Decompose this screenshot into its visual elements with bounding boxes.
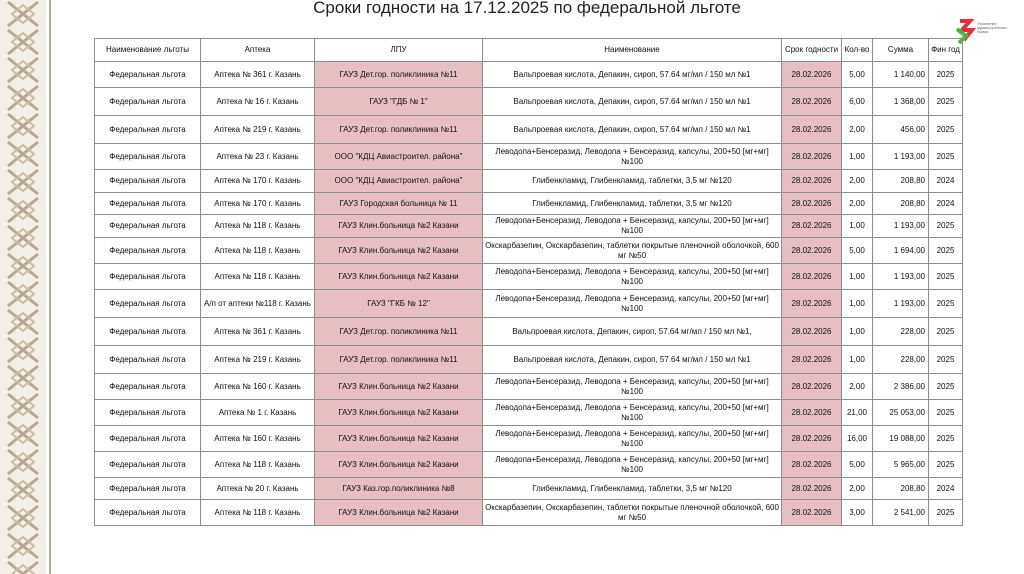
table-row [95, 215, 963, 238]
table-row [95, 426, 963, 452]
cell-pharmacy: Аптека № 219 г. Казань [201, 346, 315, 374]
cell-benefit: Федеральная льгота [95, 346, 201, 374]
table-row [95, 400, 963, 426]
cell-pharmacy: Аптека № 219 г. Казань [201, 116, 315, 144]
cell-pharmacy: Аптека № 170 г. Казань [201, 170, 315, 193]
column-header-drug: Наименование [483, 39, 782, 62]
cell-sum: 2 386,00 [873, 374, 929, 400]
cell-pharmacy: Аптека № 16 г. Казань [201, 88, 315, 116]
cell-benefit: Федеральная льгота [95, 290, 201, 318]
cell-sum: 1 368,00 [873, 88, 929, 116]
cell-clinic: ГАУЗ Клин.больница №2 Казани [315, 374, 483, 400]
cell-quantity: 2,00 [842, 170, 873, 193]
cell-drug: Леводопа+Бенсеразид, Леводопа + Бенсеразид, капсулы, 200+50 [мг+мг] №100 [483, 215, 782, 238]
cell-benefit: Федеральная льгота [95, 144, 201, 170]
cell-quantity: 6,00 [842, 88, 873, 116]
cell-pharmacy: Аптека № 1 г. Казань [201, 400, 315, 426]
cell-pharmacy: Аптека № 160 г. Казань [201, 374, 315, 400]
table-row [95, 88, 963, 116]
cell-benefit: Федеральная льгота [95, 478, 201, 500]
cell-pharmacy: Аптека № 23 г. Казань [201, 144, 315, 170]
table-row [95, 264, 963, 290]
table-row [95, 500, 963, 526]
cell-benefit: Федеральная льгота [95, 215, 201, 238]
cell-sum: 1 140,00 [873, 62, 929, 88]
table-row [95, 318, 963, 346]
column-header-quantity: Кол-во [842, 39, 873, 62]
cell-pharmacy: Аптека № 118 г. Казань [201, 264, 315, 290]
cell-expiry: 28.02.2026 [782, 238, 842, 264]
cell-quantity: 1,00 [842, 144, 873, 170]
cell-fin-year: 2025 [929, 452, 963, 478]
column-header-fin-year: Фин год [929, 39, 963, 62]
cell-expiry: 28.02.2026 [782, 116, 842, 144]
cell-quantity: 2,00 [842, 478, 873, 500]
cell-sum: 456,00 [873, 116, 929, 144]
cell-fin-year: 2025 [929, 238, 963, 264]
cell-benefit: Федеральная льгота [95, 62, 201, 88]
cell-sum: 1 193,00 [873, 215, 929, 238]
cell-quantity: 2,00 [842, 374, 873, 400]
cell-clinic: ГАУЗ Клин.больница №2 Казани [315, 215, 483, 238]
cell-drug: Вальпроевая кислота, Депакин, сироп, 57.64 мг/мл / 150 мл №1 [483, 346, 782, 374]
table-row [95, 62, 963, 88]
cell-sum: 1 193,00 [873, 264, 929, 290]
cell-benefit: Федеральная льгота [95, 238, 201, 264]
cell-sum: 228,00 [873, 346, 929, 374]
cell-expiry: 28.02.2026 [782, 500, 842, 526]
cell-drug: Вальпроевая кислота, Депакин, сироп, 57.64 мг/мл / 150 мл №1 [483, 116, 782, 144]
cell-expiry: 28.02.2026 [782, 264, 842, 290]
cell-drug: Глибенкламид, Глибенкламид, таблетки, 3,5 мг №120 [483, 478, 782, 500]
cell-clinic: ГАУЗ Дет.гор. поликлиника №11 [315, 318, 483, 346]
cell-fin-year: 2024 [929, 478, 963, 500]
cell-quantity: 2,00 [842, 193, 873, 215]
cell-drug: Леводопа+Бенсеразид, Леводопа + Бенсеразид, капсулы, 200+50 [мг+мг] №100 [483, 400, 782, 426]
cell-drug: Леводопа+Бенсеразид, Леводопа + Бенсеразид, капсулы, 200+50 [мг+мг] №100 [483, 264, 782, 290]
cell-expiry: 28.02.2026 [782, 346, 842, 374]
cell-clinic: ГАУЗ Клин.больница №2 Казани [315, 238, 483, 264]
ornament-border [0, 0, 46, 574]
cell-quantity: 3,00 [842, 500, 873, 526]
cell-expiry: 28.02.2026 [782, 452, 842, 478]
cell-fin-year: 2025 [929, 500, 963, 526]
cell-drug: Глибенкламид, Глибенкламид, таблетки, 3,5 мг №120 [483, 170, 782, 193]
cell-drug: Леводопа+Бенсеразид, Леводопа + Бенсеразид, капсулы, 200+50 [мг+мг] №100 [483, 452, 782, 478]
table-row [95, 452, 963, 478]
cell-pharmacy: Аптека № 160 г. Казань [201, 426, 315, 452]
cell-sum: 1 694,00 [873, 238, 929, 264]
cell-clinic: ГАУЗ Городская больница № 11 [315, 193, 483, 215]
cell-expiry: 28.02.2026 [782, 290, 842, 318]
cell-expiry: 28.02.2026 [782, 88, 842, 116]
expiry-table [94, 38, 963, 526]
cell-quantity: 5,00 [842, 452, 873, 478]
column-header-expiry: Срок годности [782, 39, 842, 62]
column-header-sum: Сумма [873, 39, 929, 62]
cell-fin-year: 2025 [929, 400, 963, 426]
table-row [95, 238, 963, 264]
cell-quantity: 1,00 [842, 290, 873, 318]
cell-quantity: 16,00 [842, 426, 873, 452]
cell-benefit: Федеральная льгота [95, 400, 201, 426]
cell-pharmacy: Аптека № 118 г. Казань [201, 238, 315, 264]
cell-clinic: ГАУЗ Дет.гор. поликлиника №11 [315, 346, 483, 374]
cell-fin-year: 2025 [929, 264, 963, 290]
cell-expiry: 28.02.2026 [782, 400, 842, 426]
cell-clinic: ГАУЗ Дет.гор. поликлиника №11 [315, 62, 483, 88]
cell-benefit: Федеральная льгота [95, 116, 201, 144]
cell-quantity: 5,00 [842, 238, 873, 264]
cell-sum: 228,00 [873, 318, 929, 346]
cell-quantity: 5,00 [842, 62, 873, 88]
cell-quantity: 1,00 [842, 215, 873, 238]
cell-expiry: 28.02.2026 [782, 62, 842, 88]
cell-drug: Вальпроевая кислота, Депакин, сироп, 57.64 мг/мл / 150 мл №1, [483, 318, 782, 346]
cell-quantity: 21,00 [842, 400, 873, 426]
cell-pharmacy: Аптека № 170 г. Казань [201, 193, 315, 215]
cell-fin-year: 2025 [929, 144, 963, 170]
cell-pharmacy: Аптека № 20 г. Казань [201, 478, 315, 500]
table-row [95, 144, 963, 170]
cell-clinic: ГАУЗ Дет.гор. поликлиника №11 [315, 116, 483, 144]
cell-drug: Окскарбазепин, Окскарбазепин, таблетки покрытые пленочной оболочкой, 600 мг №50 [483, 500, 782, 526]
cell-fin-year: 2025 [929, 290, 963, 318]
cell-drug: Леводопа+Бенсеразид, Леводопа + Бенсеразид, капсулы, 200+50 [мг+мг] №100 [483, 426, 782, 452]
cell-benefit: Федеральная льгота [95, 318, 201, 346]
ornament-line [49, 0, 51, 574]
cell-sum: 19 088,00 [873, 426, 929, 452]
table-row [95, 290, 963, 318]
cell-pharmacy: А/п от аптеки №118 г. Казань [201, 290, 315, 318]
cell-fin-year: 2025 [929, 215, 963, 238]
cell-clinic: ГАУЗ Клин.больница №2 Казани [315, 400, 483, 426]
table-row [95, 478, 963, 500]
cell-clinic: ГАУЗ "ГКБ № 12" [315, 290, 483, 318]
cell-clinic: ООО "КДЦ Авиастроител. района" [315, 170, 483, 193]
cell-sum: 1 193,00 [873, 290, 929, 318]
cell-quantity: 1,00 [842, 318, 873, 346]
cell-sum: 2 541,00 [873, 500, 929, 526]
cell-fin-year: 2025 [929, 318, 963, 346]
cell-pharmacy: Аптека № 118 г. Казань [201, 452, 315, 478]
cell-fin-year: 2024 [929, 170, 963, 193]
table-row [95, 193, 963, 215]
cell-benefit: Федеральная льгота [95, 170, 201, 193]
cell-clinic: ГАУЗ Клин.больница №2 Казани [315, 264, 483, 290]
cell-benefit: Федеральная льгота [95, 374, 201, 400]
cell-pharmacy: Аптека № 118 г. Казань [201, 500, 315, 526]
cell-fin-year: 2025 [929, 62, 963, 88]
page-title: Сроки годности на 17.12.2025 по федеральной льготе [313, 0, 741, 17]
column-header-clinic: ЛПУ [315, 39, 483, 62]
cell-expiry: 28.02.2026 [782, 170, 842, 193]
cell-benefit: Федеральная льгота [95, 426, 201, 452]
cell-benefit: Федеральная льгота [95, 264, 201, 290]
cell-sum: 208,80 [873, 193, 929, 215]
table-row [95, 374, 963, 400]
cell-clinic: ГАУЗ Клин.больница №2 Казани [315, 452, 483, 478]
cell-sum: 5 965,00 [873, 452, 929, 478]
cell-expiry: 28.02.2026 [782, 144, 842, 170]
cell-fin-year: 2025 [929, 346, 963, 374]
cell-clinic: ГАУЗ Каз.гор.поликлиника №8 [315, 478, 483, 500]
cell-expiry: 28.02.2026 [782, 215, 842, 238]
cell-expiry: 28.02.2026 [782, 318, 842, 346]
cell-fin-year: 2025 [929, 88, 963, 116]
cell-drug: Леводопа+Бенсеразид, Леводопа + Бенсеразид, капсулы, 200+50 [мг+мг] №100 [483, 374, 782, 400]
cell-clinic: ГАУЗ Клин.больница №2 Казани [315, 426, 483, 452]
cell-clinic: ООО "КДЦ Авиастроител. района" [315, 144, 483, 170]
column-header-pharmacy: Аптека [201, 39, 315, 62]
cell-drug: Окскарбазепин, Окскарбазепин, таблетки покрытые пленочной оболочкой, 600 мг №50 [483, 238, 782, 264]
cell-benefit: Федеральная льгота [95, 88, 201, 116]
cell-quantity: 1,00 [842, 264, 873, 290]
cell-sum: 1 193,00 [873, 144, 929, 170]
cell-drug: Леводопа+Бенсеразид, Леводопа + Бенсеразид, капсулы, 200+50 [мг+мг] №100 [483, 290, 782, 318]
cell-sum: 208,80 [873, 478, 929, 500]
cell-benefit: Федеральная льгота [95, 500, 201, 526]
cell-pharmacy: Аптека № 361 г. Казань [201, 318, 315, 346]
cell-pharmacy: Аптека № 118 г. Казань [201, 215, 315, 238]
cell-drug: Глибенкламид, Глибенкламид, таблетки, 3,5 мг №120 [483, 193, 782, 215]
cell-clinic: ГАУЗ "ГДБ № 1" [315, 88, 483, 116]
cell-fin-year: 2025 [929, 116, 963, 144]
cell-benefit: Федеральная льгота [95, 193, 201, 215]
cell-sum: 25 053,00 [873, 400, 929, 426]
table-row [95, 116, 963, 144]
cell-benefit: Федеральная льгота [95, 452, 201, 478]
table-row [95, 346, 963, 374]
cell-expiry: 28.02.2026 [782, 478, 842, 500]
cell-drug: Леводопа+Бенсеразид, Леводопа + Бенсеразид, капсулы, 200+50 [мг+мг] №100 [483, 144, 782, 170]
cell-expiry: 28.02.2026 [782, 193, 842, 215]
cell-clinic: ГАУЗ Клин.больница №2 Казани [315, 500, 483, 526]
table-row [95, 170, 963, 193]
cell-fin-year: 2025 [929, 374, 963, 400]
cell-drug: Вальпроевая кислота, Депакин, сироп, 57.64 мг/мл / 150 мл №1 [483, 88, 782, 116]
cell-quantity: 1,00 [842, 346, 873, 374]
cell-drug: Вальпроевая кислота, Депакин, сироп, 57.64 мг/мл / 150 мл №1 [483, 62, 782, 88]
cell-quantity: 2,00 [842, 116, 873, 144]
cell-expiry: 28.02.2026 [782, 374, 842, 400]
cell-fin-year: 2025 [929, 426, 963, 452]
table-header-row [95, 39, 963, 62]
column-header-benefit: Наименование льготы [95, 39, 201, 62]
cell-expiry: 28.02.2026 [782, 426, 842, 452]
cell-fin-year: 2024 [929, 193, 963, 215]
cell-sum: 208,80 [873, 170, 929, 193]
logo-text: Управление здравоохранения г. Казани [977, 22, 1009, 34]
cell-pharmacy: Аптека № 361 г. Казань [201, 62, 315, 88]
